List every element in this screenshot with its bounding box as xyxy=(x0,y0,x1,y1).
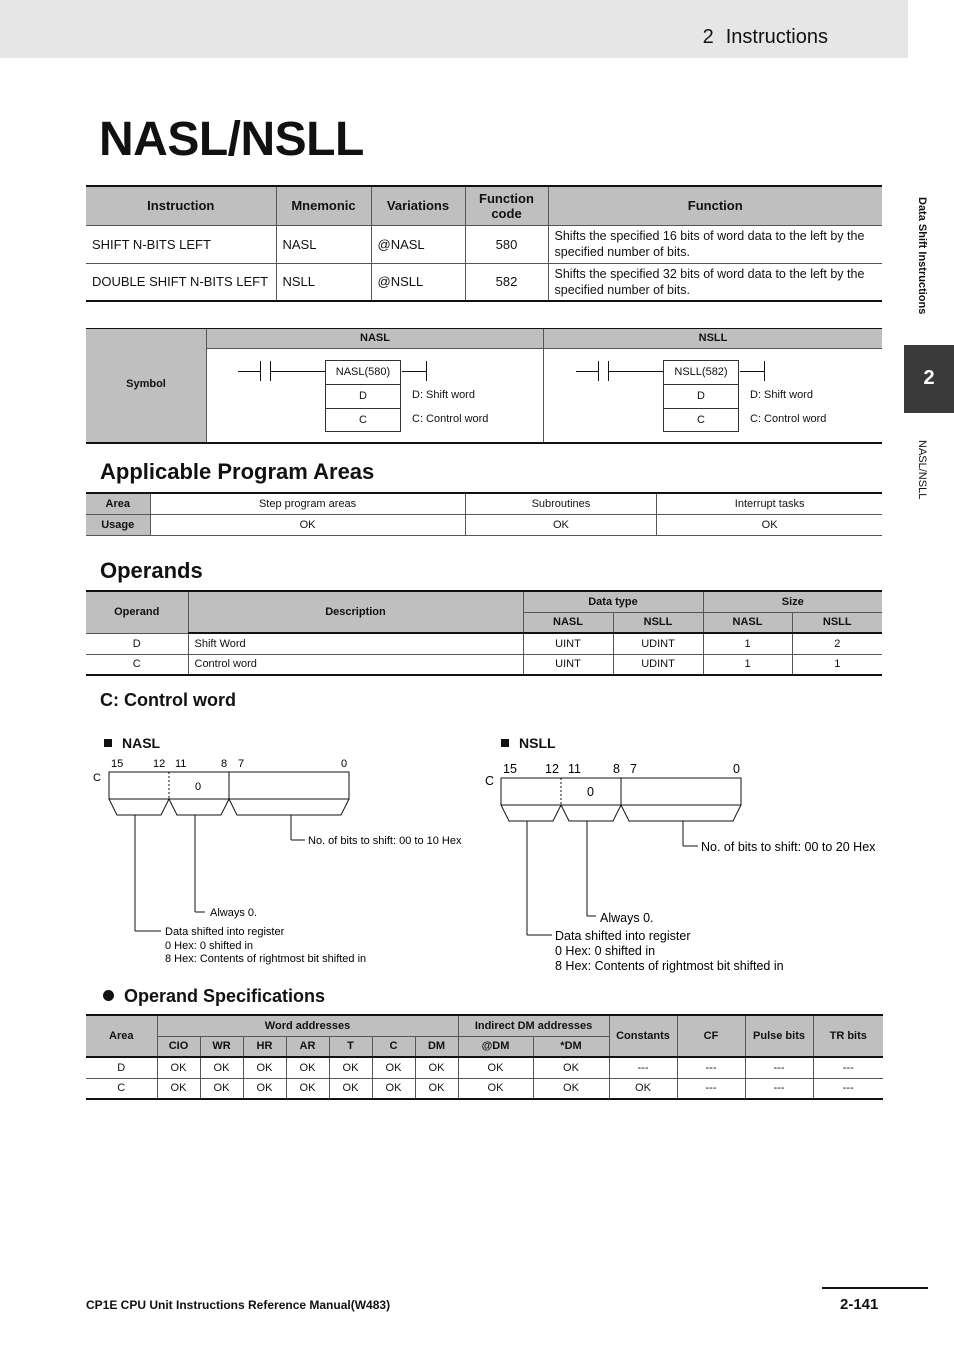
contact-line xyxy=(238,371,260,372)
diagram-label-nsll: NSLL xyxy=(501,735,556,751)
bit-label: 15 xyxy=(503,762,517,776)
side-topic-label: NASL/NSLL xyxy=(916,440,928,500)
data-note: 0 Hex: 0 shifted in xyxy=(555,944,656,958)
table-cell: OK xyxy=(150,514,465,535)
col-subheader: DM xyxy=(415,1036,458,1057)
instruction-box-nasl xyxy=(325,360,401,432)
table-row xyxy=(86,263,882,301)
section-heading: Applicable Program Areas xyxy=(100,459,375,484)
table-cell: OK xyxy=(465,514,657,535)
table-cell: OK xyxy=(372,1057,415,1078)
chapter-title: Instructions xyxy=(725,26,828,48)
box-operand: D xyxy=(326,385,400,409)
col-subheader: NASL xyxy=(523,612,613,633)
symbol-head-nasl: NASL xyxy=(207,329,543,349)
table-cell: Subroutines xyxy=(465,493,657,514)
col-subheader: NSLL xyxy=(613,612,703,633)
table-cell: OK xyxy=(415,1057,458,1078)
manual-title: CP1E CPU Unit Instructions Reference Manual(W483) xyxy=(86,1298,391,1312)
row-header: Area xyxy=(86,493,150,514)
table-cell: OK xyxy=(458,1078,533,1099)
table-row xyxy=(86,633,882,654)
contact-line xyxy=(270,371,326,372)
symbol-block xyxy=(86,328,882,444)
operand-desc: D: Shift word xyxy=(412,389,475,401)
table-cell: OK xyxy=(609,1078,677,1099)
side-section-label: Data Shift Instructions xyxy=(916,197,928,315)
table-cell: OK xyxy=(157,1078,200,1099)
bit-label: 12 xyxy=(153,758,166,770)
subsection-heading: Operand Specifications xyxy=(103,986,325,1007)
table-cell: 580 xyxy=(465,225,548,263)
table-cell: OK xyxy=(200,1078,243,1099)
row-header: Usage xyxy=(86,514,150,535)
table-cell: OK xyxy=(657,514,882,535)
data-note: Data shifted into register xyxy=(555,929,691,943)
col-subheader: NSLL xyxy=(792,612,882,633)
table-cell: OK xyxy=(329,1078,372,1099)
table-cell: NSLL xyxy=(276,263,371,301)
col-subheader: NASL xyxy=(703,612,792,633)
bit-label: 12 xyxy=(545,762,559,776)
subsection-heading: C: Control word xyxy=(100,690,236,710)
col-header: Constants xyxy=(609,1015,677,1057)
col-subheader: CIO xyxy=(157,1036,200,1057)
table-cell: --- xyxy=(813,1078,883,1099)
table-cell: OK xyxy=(458,1057,533,1078)
data-note: 8 Hex: Contents of rightmost bit shifted in xyxy=(555,959,784,973)
control-word-diagram-nsll xyxy=(482,758,884,980)
col-header: Area xyxy=(86,1015,157,1057)
table-cell: Interrupt tasks xyxy=(657,493,882,514)
operands-table xyxy=(86,590,882,676)
table-cell: C xyxy=(86,1078,157,1099)
col-header: TR bits xyxy=(813,1015,883,1057)
col-header: Function code xyxy=(465,186,548,225)
table-cell: UDINT xyxy=(613,633,703,654)
box-operand: C xyxy=(697,414,705,426)
zero-value: 0 xyxy=(195,781,202,793)
table-cell: --- xyxy=(677,1078,745,1099)
col-subheader: C xyxy=(372,1036,415,1057)
footer-rule xyxy=(822,1287,928,1289)
table-cell: D xyxy=(86,1057,157,1078)
col-subheader: AR xyxy=(286,1036,329,1057)
table-row xyxy=(86,514,882,535)
chapter-number: 2 xyxy=(702,26,714,48)
data-note: 0 Hex: 0 shifted in xyxy=(165,940,254,952)
table-row xyxy=(86,654,882,675)
table-cell: --- xyxy=(745,1057,813,1078)
col-header: Operand xyxy=(86,591,188,633)
page-title: NASL/NSLL xyxy=(99,113,364,166)
square-bullet-icon xyxy=(501,739,509,747)
col-header: Mnemonic xyxy=(276,186,371,225)
col-subheader: HR xyxy=(243,1036,286,1057)
table-cell: OK xyxy=(372,1078,415,1099)
table-cell: OK xyxy=(243,1057,286,1078)
always-note: Always 0. xyxy=(600,911,654,925)
bit-label: 15 xyxy=(111,758,124,770)
table-cell: SHIFT N-BITS LEFT xyxy=(86,225,276,263)
table-cell: D xyxy=(86,633,188,654)
output-line xyxy=(402,371,426,372)
col-header: Indirect DM addresses xyxy=(458,1015,609,1036)
table-cell: OK xyxy=(329,1057,372,1078)
operand-desc: D: Shift word xyxy=(750,389,813,401)
table-cell: --- xyxy=(609,1057,677,1078)
table-cell: OK xyxy=(286,1078,329,1099)
table-cell: OK xyxy=(243,1078,286,1099)
table-cell: --- xyxy=(813,1057,883,1078)
table-cell: Shifts the specified 32 bits of word data to the left by the specified number of bits. xyxy=(548,263,882,301)
col-header: CF xyxy=(677,1015,745,1057)
table-cell: UDINT xyxy=(613,654,703,675)
chapter-header xyxy=(703,26,828,49)
brace-shape xyxy=(501,805,741,821)
table-cell: UINT xyxy=(523,633,613,654)
table-cell: NASL xyxy=(276,225,371,263)
register-label: C xyxy=(485,774,495,788)
brace-shape xyxy=(109,799,349,815)
col-header: Word addresses xyxy=(157,1015,458,1036)
table-cell: Step program areas xyxy=(150,493,465,514)
operand-spec-table xyxy=(86,1014,883,1100)
instruction-table xyxy=(86,185,882,302)
data-note: 8 Hex: Contents of rightmost bit shifted in xyxy=(165,953,367,965)
diagram-label-nasl: NASL xyxy=(104,735,160,751)
col-header: Data type xyxy=(523,591,703,612)
instruction-box-nsll xyxy=(663,360,739,432)
program-areas-table xyxy=(86,492,882,536)
output-bar xyxy=(764,361,765,381)
col-subheader: *DM xyxy=(533,1036,609,1057)
circle-bullet-icon xyxy=(103,990,114,1001)
register-label: C xyxy=(93,772,101,784)
always-note: Always 0. xyxy=(210,907,258,919)
box-operand: C xyxy=(359,414,367,426)
box-title: NASL(580) xyxy=(326,361,400,385)
table-row xyxy=(86,1057,883,1078)
table-row xyxy=(86,225,882,263)
control-word-diagram-nasl xyxy=(86,752,486,972)
table-cell: UINT xyxy=(523,654,613,675)
table-cell: 1 xyxy=(792,654,882,675)
table-cell: --- xyxy=(677,1057,745,1078)
contact-line xyxy=(576,371,598,372)
operand-desc: C: Control word xyxy=(750,413,827,425)
col-header: Instruction xyxy=(86,186,276,225)
table-cell: --- xyxy=(745,1078,813,1099)
square-bullet-icon xyxy=(104,739,112,747)
box-operand: D xyxy=(664,385,738,409)
table-cell: OK xyxy=(200,1057,243,1078)
shift-note: No. of bits to shift: 00 to 10 Hex xyxy=(308,835,462,847)
table-row xyxy=(86,493,882,514)
table-cell: C xyxy=(86,654,188,675)
table-cell: DOUBLE SHIFT N-BITS LEFT xyxy=(86,263,276,301)
table-cell: OK xyxy=(415,1078,458,1099)
bit-label: 7 xyxy=(238,758,245,770)
table-cell: @NASL xyxy=(371,225,465,263)
table-cell: Shifts the specified 16 bits of word data to the left by the specified number of bits. xyxy=(548,225,882,263)
shift-note: No. of bits to shift: 00 to 20 Hex xyxy=(701,840,876,854)
bit-label: 11 xyxy=(568,762,581,776)
table-cell: 2 xyxy=(792,633,882,654)
col-header: Description xyxy=(188,591,523,633)
col-header: Size xyxy=(703,591,882,612)
table-cell: OK xyxy=(533,1057,609,1078)
table-cell: 582 xyxy=(465,263,548,301)
bit-label: 11 xyxy=(175,758,187,770)
col-header: Function xyxy=(548,186,882,225)
bit-label: 8 xyxy=(613,762,620,776)
section-heading: Operands xyxy=(100,558,203,583)
side-chapter-badge: 2 xyxy=(904,345,954,413)
output-bar xyxy=(426,361,427,381)
table-cell: 1 xyxy=(703,633,792,654)
col-header: Pulse bits xyxy=(745,1015,813,1057)
header-bar xyxy=(0,0,908,58)
symbol-label: Symbol xyxy=(86,329,207,442)
table-row xyxy=(86,1078,883,1099)
contact-line xyxy=(608,371,664,372)
table-cell: OK xyxy=(286,1057,329,1078)
table-cell: Shift Word xyxy=(188,633,523,654)
contact-bar xyxy=(598,361,599,381)
col-header: Variations xyxy=(371,186,465,225)
bit-label: 0 xyxy=(341,758,348,770)
output-line xyxy=(740,371,764,372)
col-subheader: @DM xyxy=(458,1036,533,1057)
divider xyxy=(543,329,544,442)
bit-label: 8 xyxy=(221,758,228,770)
bit-label: 0 xyxy=(733,762,740,776)
table-cell: Control word xyxy=(188,654,523,675)
table-cell: OK xyxy=(533,1078,609,1099)
table-cell: @NSLL xyxy=(371,263,465,301)
page-number: 2-141 xyxy=(840,1296,879,1313)
col-subheader: WR xyxy=(200,1036,243,1057)
box-title: NSLL(582) xyxy=(664,361,738,385)
table-cell: 1 xyxy=(703,654,792,675)
table-cell: OK xyxy=(157,1057,200,1078)
symbol-head-nsll: NSLL xyxy=(544,329,882,349)
bit-label: 7 xyxy=(630,762,637,776)
zero-value: 0 xyxy=(587,785,594,799)
data-note: Data shifted into register xyxy=(165,926,285,938)
contact-bar xyxy=(260,361,261,381)
operand-desc: C: Control word xyxy=(412,413,489,425)
col-subheader: T xyxy=(329,1036,372,1057)
